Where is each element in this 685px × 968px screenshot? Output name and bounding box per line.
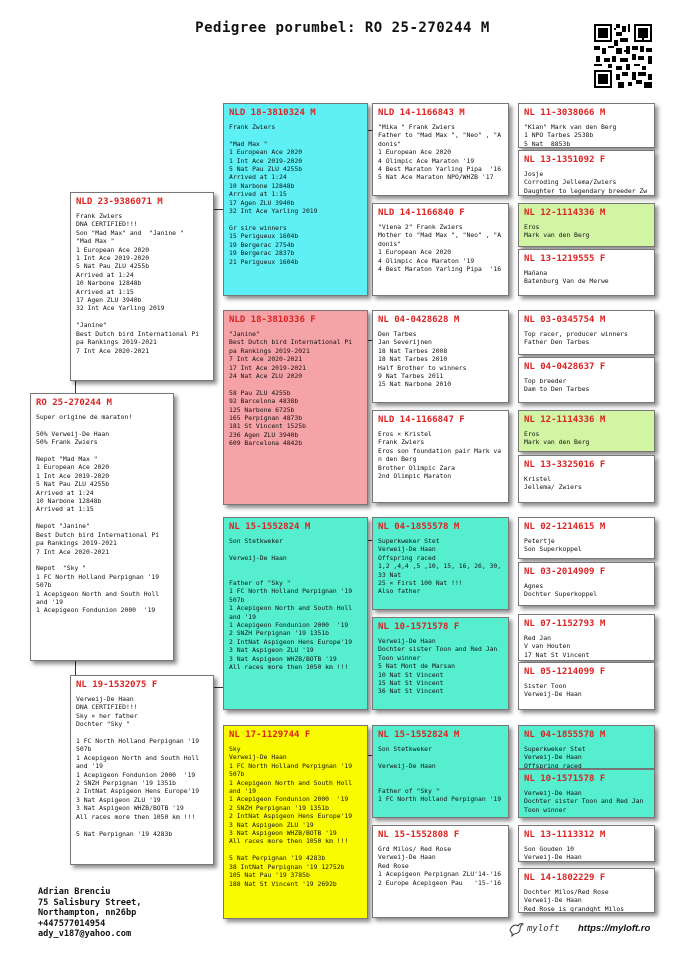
pigeon-notes: "Kian" Mark van den Berg 1 NPO Tarbes 2538b 5 Nat 8853b bbox=[524, 123, 617, 148]
ring-number: NL 13-1113312 M bbox=[524, 830, 606, 840]
ring-number: NL 15-1552824 M bbox=[378, 730, 460, 740]
pigeon-card-sss bbox=[372, 103, 509, 196]
pigeon-card-g5-3 bbox=[518, 203, 655, 247]
pigeon-notes: Sky Verweij-De Haan 1 FC North Holland Perpignan '19 507b 1 Acepigeon North and South Holl and '19 1 Acepigeon Fondunion 2000 '19 2 SNZH Perpignan '19 1351b 2 IntNat Aspigeon Hens Europe'19 3 Nat Aspigeon ZLU '19 3 Nat Aspigeon WHZB/BOTB '19 All races more then 1050 km !!! 5 Nat Perpignan '19 4283b 38 IntNat Perpignan '19 12752b 105 Nat Pau '19 3785b 188 Nat St Vincent '19 2692b bbox=[229, 745, 353, 888]
ring-number: NL 17-1129744 F bbox=[229, 730, 311, 740]
ring-number: RO 25-270244 M bbox=[36, 398, 112, 408]
pigeon-notes: Eros × Kristel Frank Zwiers Eros son foundation pair Mark va n den Berg Brother Olimpic Zara 2nd Olimpic Maraton bbox=[378, 430, 502, 481]
pigeon-notes: Mañana Batenburg Van de Merwe bbox=[524, 269, 609, 286]
ring-number: NL 13-1219555 F bbox=[524, 254, 606, 264]
pigeon-notes: Agnes Dochter Superkoppel bbox=[524, 582, 598, 599]
owner-contact: Adrian Brenciu 75 Salisbury Street, Northampton, nn26bp +447577014954 ady_v187@yahoo.com bbox=[38, 887, 142, 940]
page-title: Pedigree porumbel: RO 25-270244 M bbox=[195, 20, 490, 36]
pigeon-notes: Dochter Milos/Red Rose Verweij-De Haan Red Rose is grandght Milos bbox=[524, 888, 625, 913]
pigeon-card-g5-1 bbox=[518, 103, 655, 148]
pigeon-notes: Son Stetkweker Verweij-De Haan Father of "Sky " 1 FC North Holland Perpignan '19 bbox=[378, 745, 502, 804]
ring-number: NLD 23-9386071 M bbox=[76, 197, 163, 207]
pigeon-notes: Son Gouden 10 Verweij-De Haan bbox=[524, 845, 582, 862]
ring-number: NL 04-0428628 M bbox=[378, 315, 460, 325]
ring-number: NL 13-3325016 F bbox=[524, 460, 606, 470]
ring-number: NL 15-1552824 M bbox=[229, 522, 311, 532]
ring-number: NL 19-1532075 F bbox=[76, 680, 158, 690]
pigeon-card-g5-9 bbox=[518, 517, 655, 559]
pigeon-notes: Frank Zwiers "Mad Max " 1 European Ace 2020 1 Int Ace 2019-2020 5 Nat Pau ZLU 4255b Arrived at 1:24 10 Narbone 12848b Arrived at 1:15 17 Agen ZLU 3940b 32 Int Ace Yarling 2019 Gr sire winners 15 Perigueux 1604b 19 Bergerac 2754b 19 Bergerac 2837b 21 Perigueux 1604b bbox=[229, 123, 318, 266]
pigeon-card-dss bbox=[372, 517, 509, 610]
ring-number: NL 15-1552808 F bbox=[378, 830, 460, 840]
pigeon-card-subject bbox=[30, 393, 174, 661]
pigeon-notes: Grd Milos/ Red Rose Verweij-De Haan Red Rose 1 Acepigeon Perpignan ZLU'14-'16 2 Europe Acepigeon Pau '15-'16 bbox=[378, 845, 502, 887]
ring-number: NL 04-0428637 F bbox=[524, 362, 606, 372]
ring-number: NL 03-2014909 F bbox=[524, 567, 606, 577]
ring-number: NL 04-1855578 M bbox=[524, 730, 606, 740]
ring-number: NL 05-1214099 F bbox=[524, 667, 606, 677]
pigeon-notes: Top breeder Dam to Den Tarbes bbox=[524, 377, 590, 394]
pigeon-card-g5-2 bbox=[518, 150, 655, 196]
pigeon-card-dsd bbox=[372, 617, 509, 710]
pigeon-notes: Petertje Son Superkoppel bbox=[524, 537, 582, 554]
pigeon-card-dds bbox=[372, 725, 509, 818]
pigeon-notes: Josje Corroding Jellema/Zwiers Daughter to legendary breeder Zw bbox=[524, 170, 648, 195]
pigeon-card-sdd bbox=[372, 410, 509, 503]
pigeon-card-g5-7 bbox=[518, 410, 655, 452]
pigeon-card-g5-10 bbox=[518, 562, 655, 606]
ring-number: NL 12-1114336 M bbox=[524, 208, 606, 218]
pigeon-card-dam-sire bbox=[223, 517, 368, 710]
logo-text: myloft bbox=[527, 924, 560, 934]
dove-logo-icon bbox=[508, 921, 524, 937]
pigeon-card-g5-16 bbox=[518, 868, 655, 913]
pigeon-notes: Den Tarbes Jan Severijnen 18 Nat Tarbes 2008 18 Nat Tarbes 2010 Half Brother to winners 9 Nat Tarbes 2011 15 Nat Narbone 2010 bbox=[378, 330, 467, 389]
ring-number: NL 07-1152793 M bbox=[524, 619, 606, 629]
ring-number: NLD 18-3810324 M bbox=[229, 108, 316, 118]
pigeon-card-sds bbox=[372, 310, 509, 403]
pigeon-notes: Kristel Jellema/ Zwiers bbox=[524, 475, 582, 492]
pigeon-notes: Verweij-De Haan Dochter sister Toon and Red Jan Toon winner bbox=[524, 789, 644, 814]
pigeon-notes: Top racer, producer winners Father Den Tarbes bbox=[524, 330, 628, 347]
pigeon-notes: Verweij-De Haan Dochter sister Toon and Red Jan Toon winner 5 Nat Mont de Marsan 10 Nat St Vincent 15 Nat St Vincent 36 Nat St Vincent bbox=[378, 637, 498, 696]
pigeon-card-g5-8 bbox=[518, 455, 655, 503]
qr-code-icon bbox=[592, 22, 654, 90]
pigeon-notes: Son Stetkweker Verweij-De Haan Father of "Sky " 1 FC North Holland Perpignan '19 507b 1 Acepigeon North and South Holl and '19 1 Acepigeon Fondunion 2000 '19 2 SNZH Perpignan '19 1351b 2 IntNat Aspigeon Hens Europe'19 3 Nat Aspigeon ZLU '19 3 Nat Aspigeon WHZB/BOTB '19 All races more then 1050 km !!! bbox=[229, 537, 353, 672]
pigeon-notes: Superkweker Stet Verweij-De Haan Offspring raced 1,2 ,4,4 ,5 ,10, 15, 16, 26, 30, 33 Nat 25 × First 100 Nat !!! Also father bbox=[378, 537, 502, 596]
pigeon-notes: "Mika " Frank Zwiers Father to "Mad Max ", "Neo" , "A donis" 1 European Ace 2020 4 Olimpic Ace Maraton '19 4 Best Maraton Yarling Pipa '16 5 Nat Ace Maraton NPO/WHZB '17 bbox=[378, 123, 502, 182]
pigeon-card-sire bbox=[70, 192, 214, 381]
ring-number: NL 10-1571578 F bbox=[524, 774, 606, 784]
pigeon-card-g5-4 bbox=[518, 249, 655, 296]
pigeon-notes: "Janine" Best Dutch bird International Pi pa Rankings 2019-2021 7 Int Ace 2020-2021 17 Int Ace 2019-2021 24 Nat Ace ZLU 2020 58 Pau ZLU 4255b 92 Barcelona 4838b 125 Narbone 6725b 165 Perpignan 4873b 181 St Vincent 1525b 236 Agen ZLU 3940b 609 Barcelona 4842b bbox=[229, 330, 353, 448]
pigeon-card-ssd bbox=[372, 203, 509, 296]
pigeon-card-g5-13 bbox=[518, 725, 655, 769]
pigeon-card-sire-dam bbox=[223, 310, 368, 505]
ring-number: NL 04-1855578 M bbox=[378, 522, 460, 532]
ring-number: NLD 14-1166840 F bbox=[378, 208, 465, 218]
ring-number: NL 14-1802229 F bbox=[524, 873, 606, 883]
ring-number: NL 10-1571578 F bbox=[378, 622, 460, 632]
pigeon-card-g5-5 bbox=[518, 310, 655, 355]
ring-number: NL 03-0345754 M bbox=[524, 315, 606, 325]
ring-number: NLD 14-1166843 M bbox=[378, 108, 465, 118]
pigeon-card-g5-14 bbox=[518, 769, 655, 818]
pigeon-card-g5-6 bbox=[518, 357, 655, 403]
ring-number: NL 02-1214615 M bbox=[524, 522, 606, 532]
website-link[interactable]: https://myloft.ro bbox=[578, 923, 651, 934]
pigeon-card-g5-12 bbox=[518, 662, 655, 710]
pigeon-card-g5-11 bbox=[518, 614, 655, 661]
ring-number: NL 12-1114336 M bbox=[524, 415, 606, 425]
myloft-logo bbox=[508, 921, 560, 937]
ring-number: NL 11-3038066 M bbox=[524, 108, 606, 118]
pigeon-notes: Superkweker Stet Verweij-De Haan Offspring raced bbox=[524, 745, 586, 769]
pigeon-card-g5-15 bbox=[518, 825, 655, 862]
ring-number: NLD 14-1166847 F bbox=[378, 415, 465, 425]
pigeon-notes: Frank Zwiers DNA CERTIFIED!!! Son "Mad Max" and "Janine " "Mad Max " 1 European Ace 2020 1 Int Ace 2019-2020 5 Nat Pau ZLU 4255b Arrived at 1:24 10 Narbone 12848b Arrived at 1:15 17 Agen ZLU 3940b 32 Int Ace Yarling 2019 "Janine" Best Dutch bird International Pi pa Rankings 2019-2021 7 Int Ace 2020-2021 bbox=[76, 212, 200, 355]
ring-number: NLD 18-3810336 F bbox=[229, 315, 316, 325]
pigeon-notes: Eros Mark van den Berg bbox=[524, 430, 590, 447]
pigeon-card-dam bbox=[70, 675, 214, 865]
pigeon-notes: Sister Toon Verweij-De Haan bbox=[524, 682, 582, 699]
pigeon-notes: "Viena 2" Frank Zwiers Mother to "Mad Max ", "Neo" , "A donis" 1 European Ace 2020 4 Olimpic Ace Maraton '19 4 Best Maraton Yarling Pipa '16 bbox=[378, 223, 502, 274]
ring-number: NL 13-1351092 F bbox=[524, 155, 606, 165]
pigeon-notes: Super origine de maraton! 50% Verweij-De Haan 50% Frank Zwiers Nepot "Mad Max " 1 European Ace 2020 1 Int Ace 2019-2020 5 Nat Pau ZLU 4255b Arrived at 1:24 10 Narbone 12848b Arrived at 1:15 Nepot "Janine" Best Dutch bird International Pi pa Rankings 2019-2021 7 Int Ace 2020-2021 Nepot "Sky " 1 FC North Holland Perpignan '19 507b 1 Acepigeon North and South Holl and '19 1 Acepigeon Fondunion 2000 '19 bbox=[36, 413, 160, 615]
pigeon-notes: Red Jan V van Houten 17 Nat St Vincent bbox=[524, 634, 590, 659]
pigeon-card-ddd bbox=[372, 825, 509, 918]
pigeon-notes: Eros Mark van den Berg bbox=[524, 223, 590, 240]
pigeon-card-sire-sire bbox=[223, 103, 368, 296]
pigeon-notes: Verweij-De Haan DNA CERTIFIED!!! Sky × her father Dochter "Sky " 1 FC North Holland Perpignan '19 507b 1 Acepigeon North and South Holl and '19 1 Acepigeon Fondunion 2000 '19 2 SNZH Perpignan '19 1351b 2 IntNat Aspigeon Hens Europe'19 3 Nat Aspigeon ZLU '19 3 Nat Aspigeon WHZB/BOTB '19 All races more then 1050 km !!! 5 Nat Perpignan '19 4283b bbox=[76, 695, 200, 838]
pigeon-card-dam-dam bbox=[223, 725, 368, 919]
